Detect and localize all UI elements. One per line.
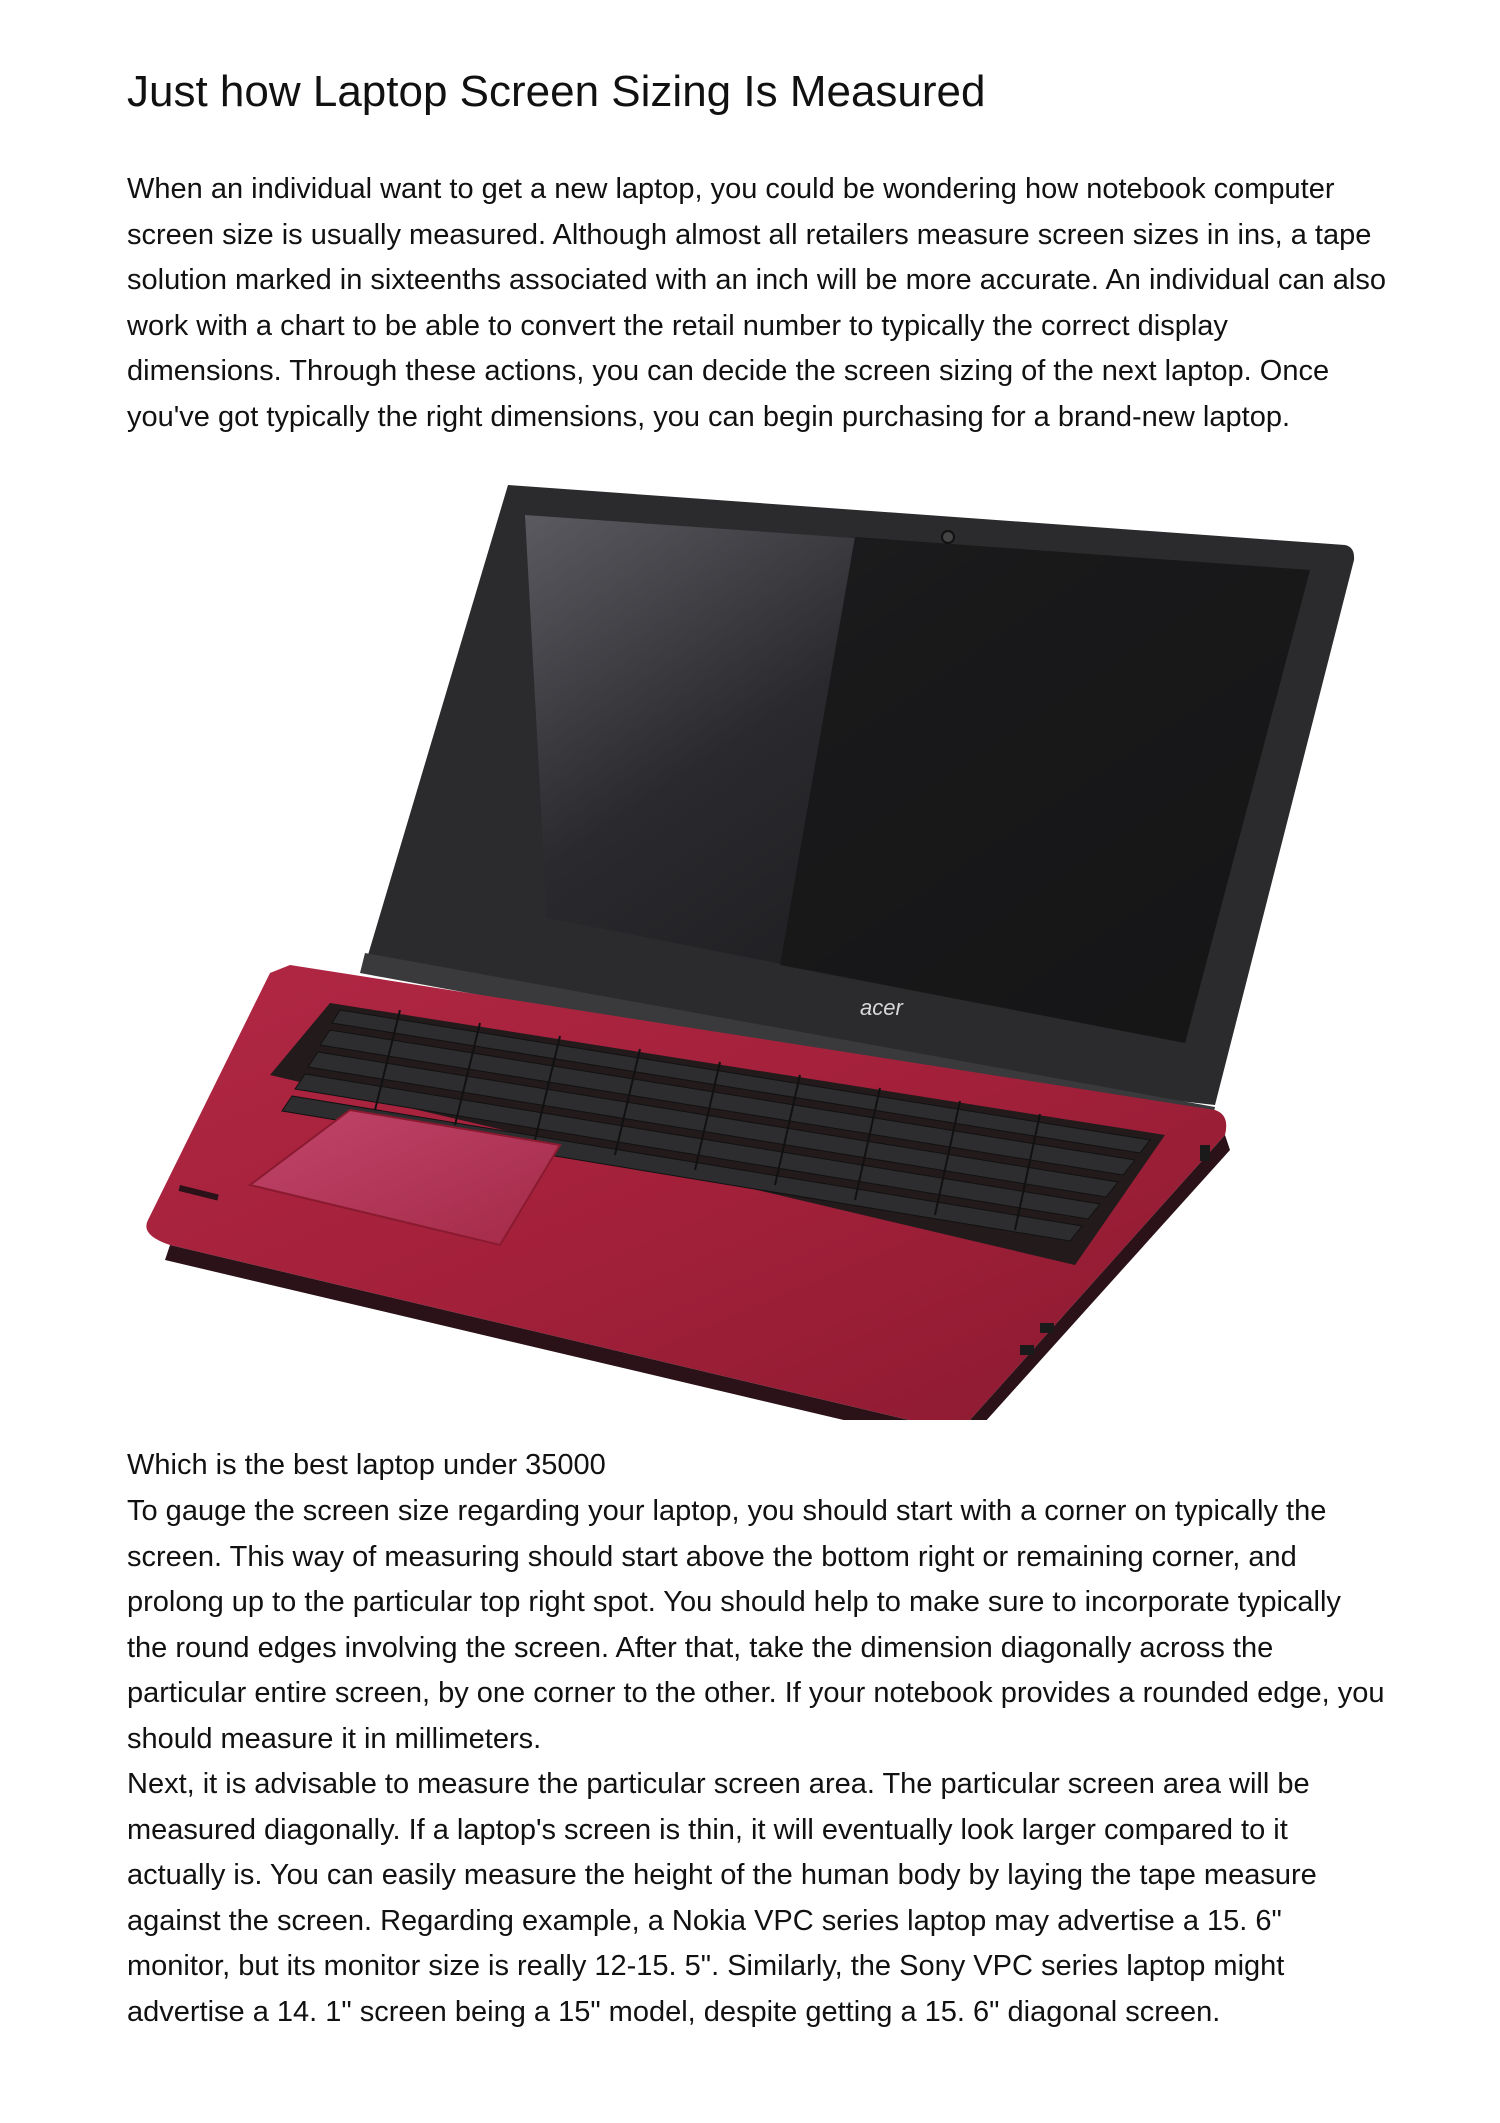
brand-logo: acer <box>860 995 903 1020</box>
image-caption: Which is the best laptop under 35000 <box>127 1449 606 1481</box>
screen-area-paragraph: Next, it is advisable to measure the particular screen area. The particular screen area will be measured diagonally. If a laptop's screen is thin, it will eventually look larger compared to it actually is. You can easily measure the height of the human body by laying the tape measure against the screen. Regarding example, a Nokia VPC series laptop may advertise a 15. 6" monitor, but its monitor size is really 12-15. 5". Similarly, the Sony VPC series laptop might advertise a 14. 1" screen being a 15" model, despite getting a 15. 6" diagonal screen. <box>127 1768 1317 2028</box>
measure-paragraph: To gauge the screen size regarding your laptop, you should start with a corner on typically the screen. This way of measuring should start above the bottom right or remaining corner, and prolong up to the particular top right spot. You should help to make sure to incorporate typically the round edges involving the screen. After that, take the dimension diagonally across the particular entire screen, by one corner to the other. If your notebook provides a rounded edge, you should measure it in millimeters. <box>127 1495 1385 1755</box>
intro-paragraph: When an individual want to get a new laptop, you could be wondering how notebook computer screen size is usually measured. Although almost all retailers measure screen sizes in ins, a tape solution marked in sixteenths associated with an inch will be more accurate. An individual can also work with a chart to be able to convert the retail number to typically the correct display dimensions. Through these actions, you can decide the screen sizing of the next laptop. Once you've got typically the right dimensions, you can begin purchasing for a brand-new laptop. <box>127 173 1386 433</box>
laptop-image <box>140 485 1380 1420</box>
page-title: Just how Laptop Screen Sizing Is Measured <box>127 67 986 116</box>
